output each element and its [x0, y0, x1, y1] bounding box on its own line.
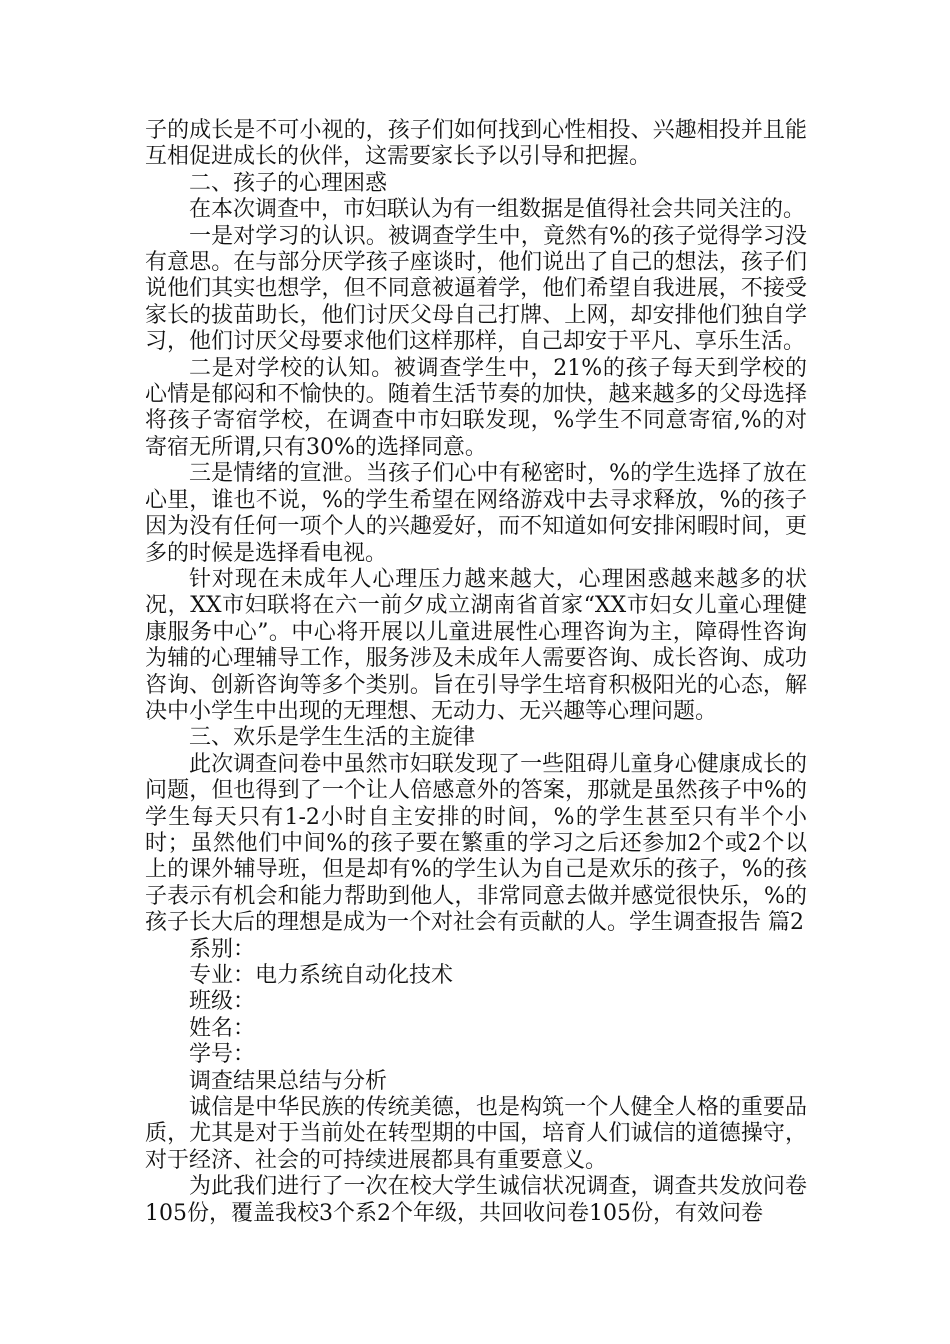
paragraph-survey-intro: 在本次调查中，市妇联认为有一组数据是值得社会共同关注的。 [189, 197, 806, 223]
paragraph-counseling-center: 针对现在未成年人心理压力越来越大，心理困惑越来越多的状况，XX市妇联将在六一前夕成立湖南省首家“XX市妇女儿童心理健康服务中心”。中心将开展以儿童进展性心理咨询为主，障碍性咨询为辅的心理辅导工作，服务涉及未成年人需要咨询、成长咨询、成功咨询、创新咨询等多个类别。旨在引导学生培育积极阳光的心态，解决中小学生中出现的无理想、无动力、无兴趣等心理问题。 [145, 566, 807, 724]
paragraph-happiness-findings: 此次调查问卷中虽然市妇联发现了一些阻碍儿童身心健康成长的问题，但也得到了一个让人倍感意外的答案，那就是虽然孩子中%的学生每天只有1-2小时自主安排的时间，%的学生甚至只有半个小时；虽然他们中间%的孩子要在繁重的学习之后还参加2个或2个以上的课外辅导班，但是却有%的学生认为自己是欢乐的孩子，%的孩子表示有机会和能力帮助到他人，非常同意去做并感觉很快乐，%的孩子长大后的理想是成为一个对社会有贡献的人。学生调查报告 篇2 [145, 751, 807, 936]
paragraph-continuation: 子的成长是不可小视的，孩子们如何找到心性相投、兴趣相投并且能互相促进成长的伙伴，这需要家长予以引导和把握。 [145, 118, 807, 170]
paragraph-emotional-release: 三是情绪的宣泄。当孩子们心中有秘密时，%的学生选择了放在心里，谁也不说，%的学生希望在网络游戏中去寻求释放，%的孩子因为没有任何一项个人的兴趣爱好，而不知道如何安排闲暇时间，更多的时候是选择看电视。 [145, 461, 807, 566]
document-body [145, 118, 807, 1227]
field-student-id: 学号： [189, 1042, 256, 1068]
field-major: 专业：电力系统自动化技术 [189, 963, 454, 988]
field-department: 系别： [189, 936, 256, 962]
paragraph-integrity: 诚信是中华民族的传统美德，也是构筑一个人健全人格的重要品质，尤其是对于当前处在转型期的中国，培育人们诚信的道德操守，对于经济、社会的可持续进展都具有重要意义。 [145, 1095, 807, 1173]
paragraph-school-perception: 二是对学校的认知。被调查学生中，21%的孩子每天到学校的心情是郁闷和不愉快的。随着生活节奏的加快，越来越多的父母选择将孩子寄宿学校，在调查中市妇联发现，%学生不同意寄宿,%的对寄宿无所谓,只有30%的选择同意。 [145, 355, 807, 460]
field-name: 姓名： [189, 1015, 256, 1041]
section-heading-results-summary: 调查结果总结与分析 [189, 1068, 388, 1094]
paragraph-integrity-survey: 为此我们进行了一次在校大学生诚信状况调查，调查共发放问卷105份，覆盖我校3个系2个年级，共回收问卷105份，有效问卷 [145, 1174, 807, 1226]
paragraph-learning-awareness: 一是对学习的认识。被调查学生中，竟然有%的孩子觉得学习没有意思。在与部分厌学孩子座谈时，他们说出了自己的想法，孩子们说他们其实也想学，但不同意被逼着学，他们希望自我进展，不接受家长的拔苗助长，他们讨厌父母自己打牌、上网，却安排他们独自学习，他们讨厌父母要求他们这样那样，自己却安于平凡、享乐生活。 [145, 223, 807, 355]
section-heading-psychological-confusion: 二、孩子的心理困惑 [189, 170, 388, 196]
section-heading-happiness: 三、欢乐是学生生活的主旋律 [189, 725, 476, 751]
field-class: 班级： [189, 989, 256, 1015]
